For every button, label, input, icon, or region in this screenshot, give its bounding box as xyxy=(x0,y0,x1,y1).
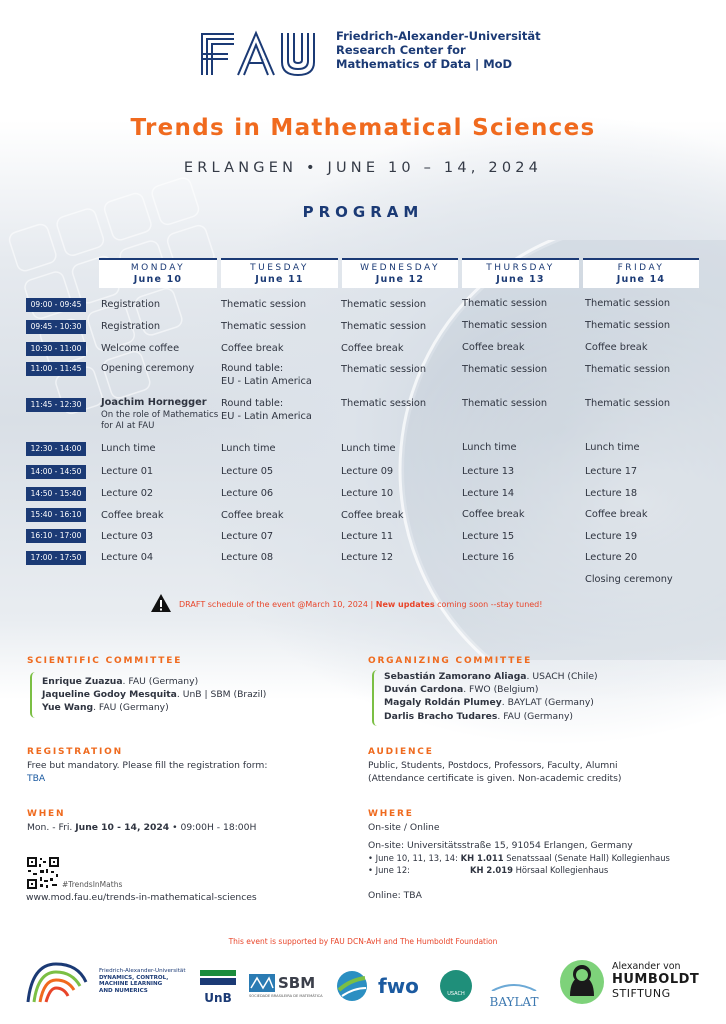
schedule-cell: Thematic session xyxy=(341,364,427,375)
schedule-cell: Lecture 17 xyxy=(585,466,638,477)
time-slot: 12:30 - 14:00 xyxy=(26,442,86,456)
humboldt-text: Alexander von HUMBOLDT STIFTUNG xyxy=(612,961,700,1000)
program-heading: PROGRAM xyxy=(302,203,424,221)
draft-notice: DRAFT schedule of the event @March 10, 2024 | New updates coming soon --stay tuned! xyxy=(179,600,543,609)
schedule-cell: Lecture 11 xyxy=(341,531,394,542)
day-header-thursday: THURSDAY June 13 xyxy=(462,258,579,288)
institution-name: Friedrich-Alexander-Universität Research Center for Mathematics of Data | MoD xyxy=(336,29,541,71)
schedule-cell: Thematic session xyxy=(585,298,671,309)
day-header-monday: MONDAY June 10 xyxy=(99,258,217,288)
organizing-committee-heading: ORGANIZING COMMITTEE xyxy=(368,656,533,666)
support-notice: This event is supported by FAU DCN-AvH and The Humboldt Foundation xyxy=(228,937,498,946)
event-title: Trends in Mathematical Sciences xyxy=(130,115,596,141)
time-slot: 14:00 - 14:50 xyxy=(26,465,86,479)
fau-dcn-logo xyxy=(26,956,98,1004)
list-item: Magaly Roldán Plumey. BAYLAT (Germany) xyxy=(384,697,594,709)
baylat-arc-icon xyxy=(484,983,544,991)
schedule-cell: Coffee break xyxy=(221,510,284,521)
time-slot: 15:40 - 16:10 xyxy=(26,508,86,522)
schedule-cell: Lecture 19 xyxy=(585,531,638,542)
list-item: Jaqueline Godoy Mesquita. UnB | SBM (Brazil) xyxy=(42,689,267,701)
where-room-1: • June 10, 11, 13, 14: KH 1.011 Senatssaal (Senate Hall) Kollegienhaus xyxy=(368,853,670,863)
unb-emblem-icon xyxy=(198,969,238,987)
fau-dcn-text: Friedrich-Alexander-Universität DYNAMICS, CONTROL, MACHINE LEARNING AND NUMERICS xyxy=(99,968,186,994)
closing-ceremony: Closing ceremony xyxy=(585,574,673,585)
event-url[interactable]: www.mod.fau.eu/trends-in-mathematical-sciences xyxy=(26,892,257,903)
time-slot: 14:50 - 15:40 xyxy=(26,487,86,501)
schedule-cell: Thematic session xyxy=(462,298,548,309)
time-slot: 10:30 - 11:00 xyxy=(26,342,86,356)
schedule-cell: Lecture 03 xyxy=(101,531,154,542)
day-header-friday: FRIDAY June 14 xyxy=(583,258,699,288)
schedule-cell: Thematic session xyxy=(462,364,548,375)
schedule-cell: Lunch time xyxy=(585,442,640,453)
where-heading: WHERE xyxy=(368,809,414,819)
sbm-logo: SBM SOCIEDADE BRASILEIRA DE MATEMÁTICA xyxy=(249,974,323,998)
event-subtitle: ERLANGEN • JUNE 10 – 14, 2024 xyxy=(183,160,543,176)
schedule-cell: Lunch time xyxy=(462,442,517,453)
when-heading: WHEN xyxy=(27,809,66,819)
schedule-cell: Round table: EU - Latin America xyxy=(221,398,312,422)
schedule-cell: Lecture 12 xyxy=(341,552,394,563)
schedule-cell: Coffee break xyxy=(585,509,648,520)
schedule-cell: Lecture 14 xyxy=(462,488,515,499)
keynote-title: On the role of Mathematics for AI at FAU xyxy=(101,409,219,431)
committee-accent-bar xyxy=(30,672,35,718)
time-slot: 16:10 - 17:00 xyxy=(26,529,86,543)
schedule-cell: Thematic session xyxy=(585,398,671,409)
when-text: Mon. - Fri. June 10 - 14, 2024 • 09:00H - 18:00H xyxy=(27,822,257,833)
hashtag: #TrendsInMaths xyxy=(62,880,123,889)
where-online: Online: TBA xyxy=(368,890,422,901)
where-address: On-site: Universitätsstraße 15, 91054 Erlangen, Germany xyxy=(368,840,633,851)
time-slot: 09:00 - 09:45 xyxy=(26,298,86,312)
schedule-cell: Lecture 05 xyxy=(221,466,274,477)
scientific-committee-list xyxy=(42,675,266,715)
time-slot: 09:45 - 10:30 xyxy=(26,320,86,334)
schedule-cell: Lecture 18 xyxy=(585,488,638,499)
where-room-2-detail: KH 2.019 Hörsaal Kollegienhaus xyxy=(470,865,609,875)
baylat-logo: BAYLAT xyxy=(484,976,544,1009)
time-slot: 11:00 - 11:45 xyxy=(26,362,86,376)
list-item: Yue Wang. FAU (Germany) xyxy=(42,702,169,714)
schedule-cell: Coffee break xyxy=(341,510,404,521)
list-item: Duván Cardona. FWO (Belgium) xyxy=(384,684,539,696)
schedule-cell: Thematic session xyxy=(221,321,307,332)
schedule-cell: Lecture 01 xyxy=(101,466,154,477)
committee-accent-bar xyxy=(372,670,377,726)
schedule-cell: Lecture 10 xyxy=(341,488,394,499)
schedule-cell: Coffee break xyxy=(341,343,404,354)
schedule-cell: Lecture 04 xyxy=(101,552,154,563)
schedule-cell: Lecture 16 xyxy=(462,552,515,563)
schedule-cell: Opening ceremony xyxy=(101,363,195,374)
schedule-cell: Lecture 02 xyxy=(101,488,154,499)
where-mode: On-site / Online xyxy=(368,822,440,833)
fau-logo xyxy=(200,30,326,76)
registration-link[interactable]: TBA xyxy=(27,773,46,785)
day-header-wednesday: WEDNESDAY June 12 xyxy=(342,258,458,288)
scientific-committee-heading: SCIENTIFIC COMMITTEE xyxy=(27,656,183,666)
schedule-cell: Lecture 15 xyxy=(462,531,515,542)
schedule-cell: Lecture 13 xyxy=(462,466,515,477)
qr-code-icon[interactable] xyxy=(26,856,60,890)
schedule-cell: Thematic session xyxy=(221,299,307,310)
schedule-cell: Lecture 09 xyxy=(341,466,394,477)
schedule-cell: Thematic session xyxy=(462,398,548,409)
schedule-cell: Registration xyxy=(101,321,161,332)
humboldt-portrait-icon xyxy=(558,954,606,1006)
schedule-cell: Lecture 07 xyxy=(221,531,274,542)
partner-globe-logo xyxy=(336,970,368,1002)
organizing-committee-list xyxy=(384,670,598,723)
sbm-emblem-icon xyxy=(249,974,275,992)
schedule-cell: Lunch time xyxy=(221,443,276,454)
list-item: Sebastián Zamorano Aliaga. USACH (Chile) xyxy=(384,671,598,682)
schedule-cell: Coffee break xyxy=(221,343,284,354)
fau-logo-text: FAU xyxy=(263,60,265,61)
audience-text: Public, Students, Postdocs, Professors, Faculty, Alumni (Attendance certificate is given. Non-academic credits) xyxy=(368,760,622,785)
schedule-cell: Thematic session xyxy=(585,364,671,375)
schedule-cell: Lecture 08 xyxy=(221,552,274,563)
schedule-cell: Coffee break xyxy=(462,509,525,520)
schedule-cell: Lunch time xyxy=(341,443,396,454)
fwo-logo: fwo xyxy=(378,974,419,998)
schedule-cell: Thematic session xyxy=(462,320,548,331)
day-header-tuesday: TUESDAY June 11 xyxy=(221,258,338,288)
time-slot: 11:45 - 12:30 xyxy=(26,398,86,412)
schedule-cell: Thematic session xyxy=(585,320,671,331)
warning-icon xyxy=(150,593,172,613)
registration-text: Free but mandatory. Please fill the registration form: TBA xyxy=(27,760,268,785)
schedule-cell: Lunch time xyxy=(101,443,156,454)
list-item: Darlis Bracho Tudares. FAU (Germany) xyxy=(384,710,573,722)
keynote-speaker: Joachim Hornegger xyxy=(101,397,207,408)
schedule-cell: Round table: EU - Latin America xyxy=(221,363,312,387)
registration-heading: REGISTRATION xyxy=(27,747,123,757)
list-item: Enrique Zuazua. FAU (Germany) xyxy=(42,676,199,687)
usach-logo: USACH xyxy=(440,970,472,1002)
schedule-cell: Coffee break xyxy=(101,510,164,521)
schedule-cell: Thematic session xyxy=(341,299,427,310)
schedule-cell: Welcome coffee xyxy=(101,343,180,354)
schedule-cell: Thematic session xyxy=(341,398,427,409)
where-room-2: • June 12: xyxy=(368,865,410,875)
unb-logo: UnB xyxy=(198,969,238,1005)
schedule-cell: Lecture 06 xyxy=(221,488,274,499)
schedule-cell: Coffee break xyxy=(462,342,525,353)
schedule-cell: Registration xyxy=(101,299,161,310)
schedule-cell: Coffee break xyxy=(585,342,648,353)
schedule-cell: Thematic session xyxy=(341,321,427,332)
audience-heading: AUDIENCE xyxy=(368,747,434,757)
time-slot: 17:00 - 17:50 xyxy=(26,551,86,565)
schedule-cell-keynote xyxy=(101,397,221,432)
schedule-cell: Lecture 20 xyxy=(585,552,638,563)
